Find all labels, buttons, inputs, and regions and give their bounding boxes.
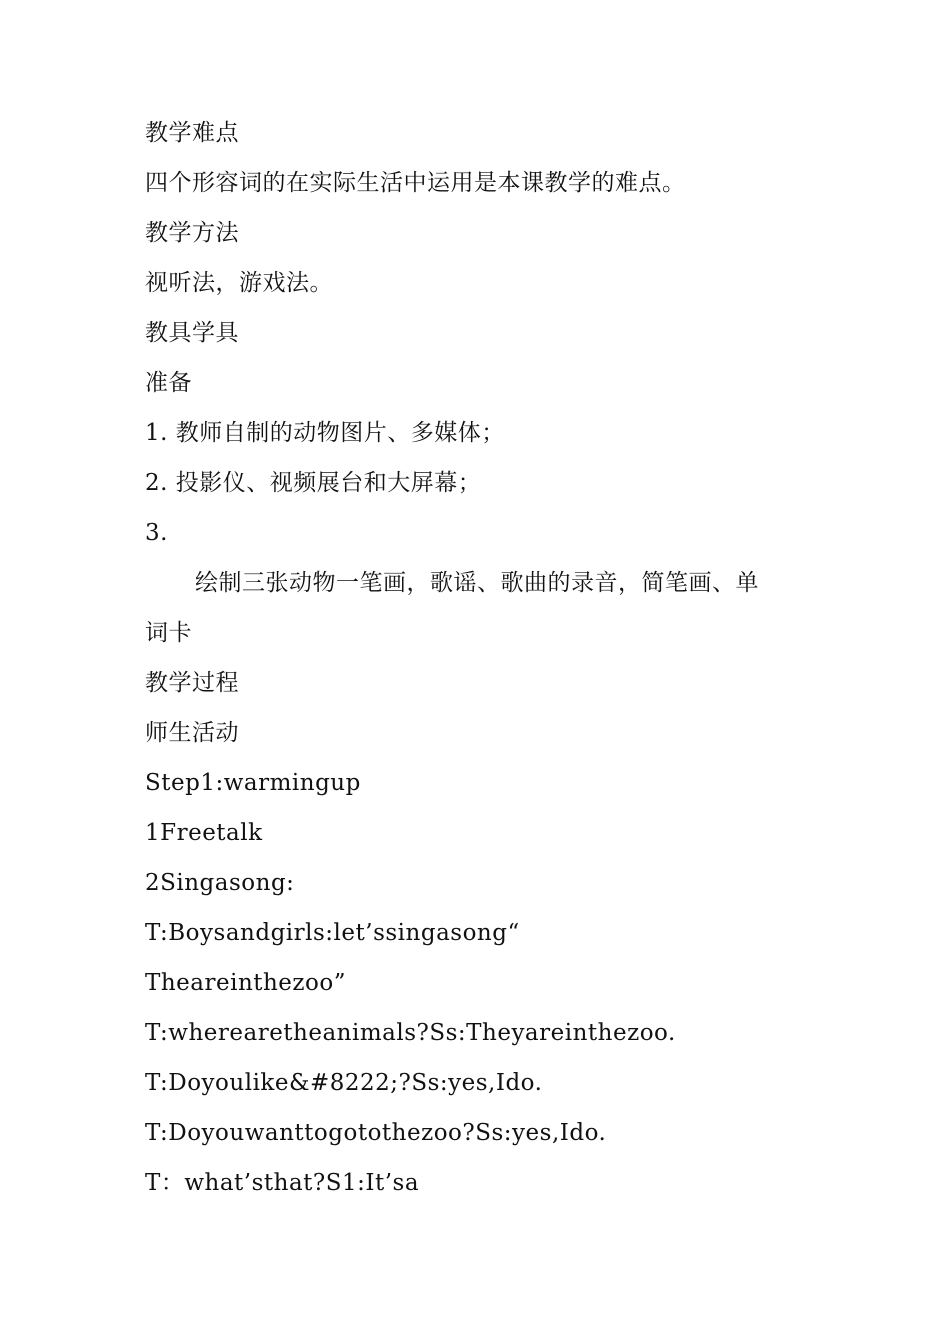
paragraph-preparation-continued: 词卡 — [145, 620, 192, 646]
section-heading-activities: 师生活动 — [145, 720, 239, 746]
step-heading: Step1:warmingup — [145, 770, 361, 796]
list-item-2: 2. 投影仪、视频展台和大屏幕； — [145, 470, 482, 496]
paragraph-difficulty: 四个形容词的在实际生活中运用是本课教学的难点。 — [145, 170, 686, 196]
dialogue-line: T：what’sthat?S1:It’sa — [145, 1170, 420, 1196]
section-heading-difficulty: 教学难点 — [145, 120, 239, 146]
dialogue-line: T:Doyouwanttogotothezoo?Ss:yes,Ido. — [145, 1120, 607, 1146]
section-heading-tools: 教具学具 — [145, 320, 239, 346]
section-heading-preparation: 准备 — [145, 370, 192, 396]
dialogue-line: T:wherearetheanimals?Ss:Theyareinthezoo. — [145, 1020, 676, 1046]
step-item-free-talk: 1Freetalk — [145, 820, 263, 846]
step-item-sing: 2Singasong: — [145, 870, 295, 896]
section-heading-method: 教学方法 — [145, 220, 239, 246]
dialogue-line: Theareinthezoo” — [145, 970, 346, 996]
dialogue-line: T:Doyoulike&#8222;?Ss:yes,Ido. — [145, 1070, 543, 1096]
list-item-3: 3. — [145, 520, 168, 546]
document-body — [145, 108, 825, 1208]
paragraph-preparation: 绘制三张动物一笔画，歌谣、歌曲的录音，简笔画、单 — [195, 570, 759, 596]
dialogue-line: T:Boysandgirls:let’ssingasong“ — [145, 920, 520, 946]
section-heading-process: 教学过程 — [145, 670, 239, 696]
list-item-1: 1. 教师自制的动物图片、多媒体； — [145, 420, 505, 446]
paragraph-method: 视听法，游戏法。 — [145, 270, 333, 296]
